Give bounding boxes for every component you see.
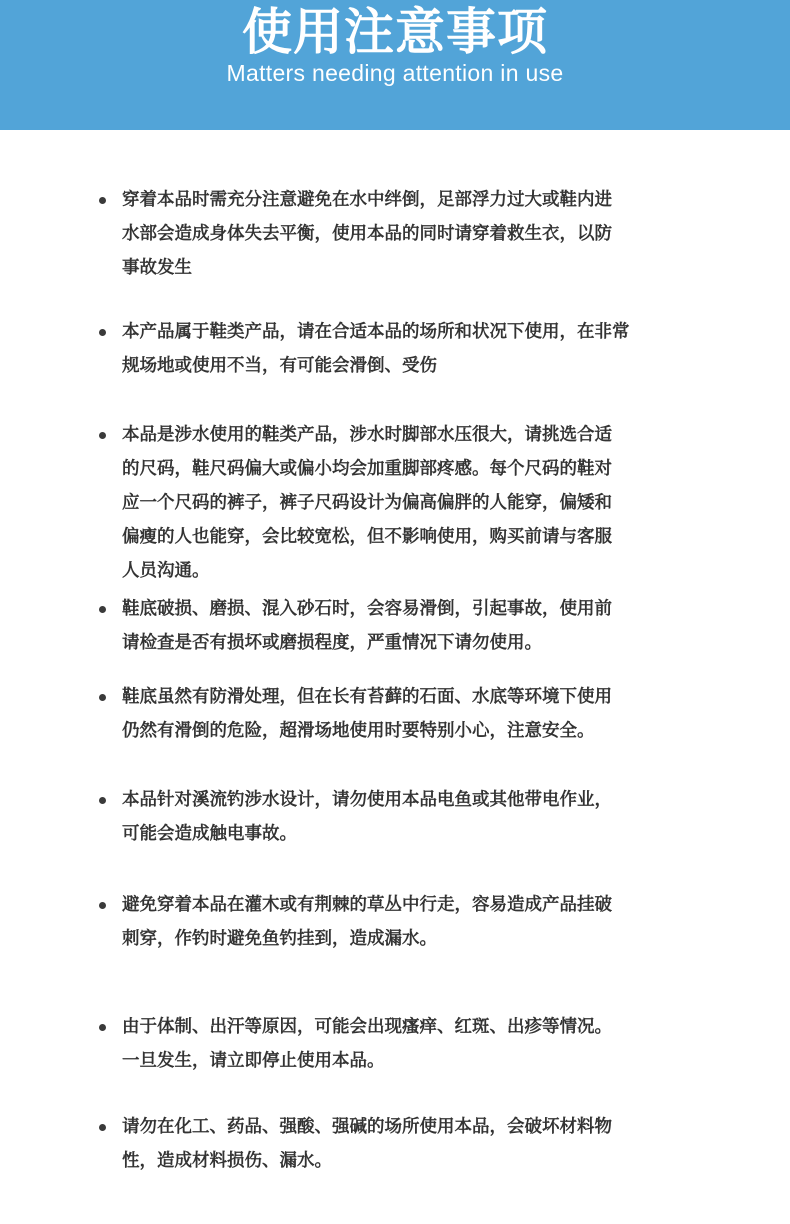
bullet-dot-icon bbox=[99, 329, 106, 336]
notice-text: 请勿在化工、药品、强酸、强碱的场所使用本品，会破坏材料物 性，造成材料损伤、漏水。 bbox=[122, 1117, 612, 1171]
notice-text: 本品是涉水使用的鞋类产品，涉水时脚部水压很大，请挑选合适 的尺码，鞋尺码偏大或偏小均会加重脚部疼感。每个尺码的鞋对 应一个尺码的裤子，裤子尺码设计为偏高偏胖的人能穿，偏矮和 偏瘦的人也能穿，会比较宽松，但不影响使用，购买前请与客服 人员沟通。 bbox=[122, 425, 612, 581]
bullet-dot-icon bbox=[99, 197, 106, 204]
notice-text: 避免穿着本品在灌木或有荆棘的草丛中行走，容易造成产品挂破 刺穿，作钓时避免鱼钓挂到，造成漏水。 bbox=[122, 895, 612, 949]
notice-text: 穿着本品时需充分注意避免在水中绊倒，足部浮力过大或鞋内进 水部会造成身体失去平衡，使用本品的同时请穿着救生衣，以防 事故发生 bbox=[122, 190, 612, 278]
page-title: 使用注意事项 bbox=[242, 3, 548, 61]
notice-text: 本品针对溪流钓涉水设计，请勿使用本品电鱼或其他带电作业， 可能会造成触电事故。 bbox=[122, 790, 612, 844]
notice-text: 鞋底虽然有防滑处理，但在长有苔藓的石面、水底等环境下使用 仍然有滑倒的危险，超滑场地使用时要特别小心，注意安全。 bbox=[122, 687, 612, 741]
bullet-dot-icon bbox=[99, 902, 106, 909]
header-banner bbox=[0, 0, 790, 130]
bullet-dot-icon bbox=[99, 694, 106, 701]
bullet-dot-icon bbox=[99, 432, 106, 439]
notice-text: 本产品属于鞋类产品，请在合适本品的场所和状况下使用，在非常 规场地或使用不当，有可能会滑倒、受伤 bbox=[122, 322, 630, 376]
page-subtitle: Matters needing attention in use bbox=[226, 60, 564, 86]
bullet-dot-icon bbox=[99, 1024, 106, 1031]
notice-text: 由于体制、出汗等原因，可能会出现瘙痒、红斑、出疹等情况。 一旦发生，请立即停止使用本品。 bbox=[122, 1017, 612, 1071]
bullet-dot-icon bbox=[99, 797, 106, 804]
bullet-dot-icon bbox=[99, 606, 106, 613]
notice-text: 鞋底破损、磨损、混入砂石时，会容易滑倒，引起事故，使用前 请检查是否有损坏或磨损程度，严重情况下请勿使用。 bbox=[122, 599, 612, 653]
bullet-dot-icon bbox=[99, 1124, 106, 1131]
